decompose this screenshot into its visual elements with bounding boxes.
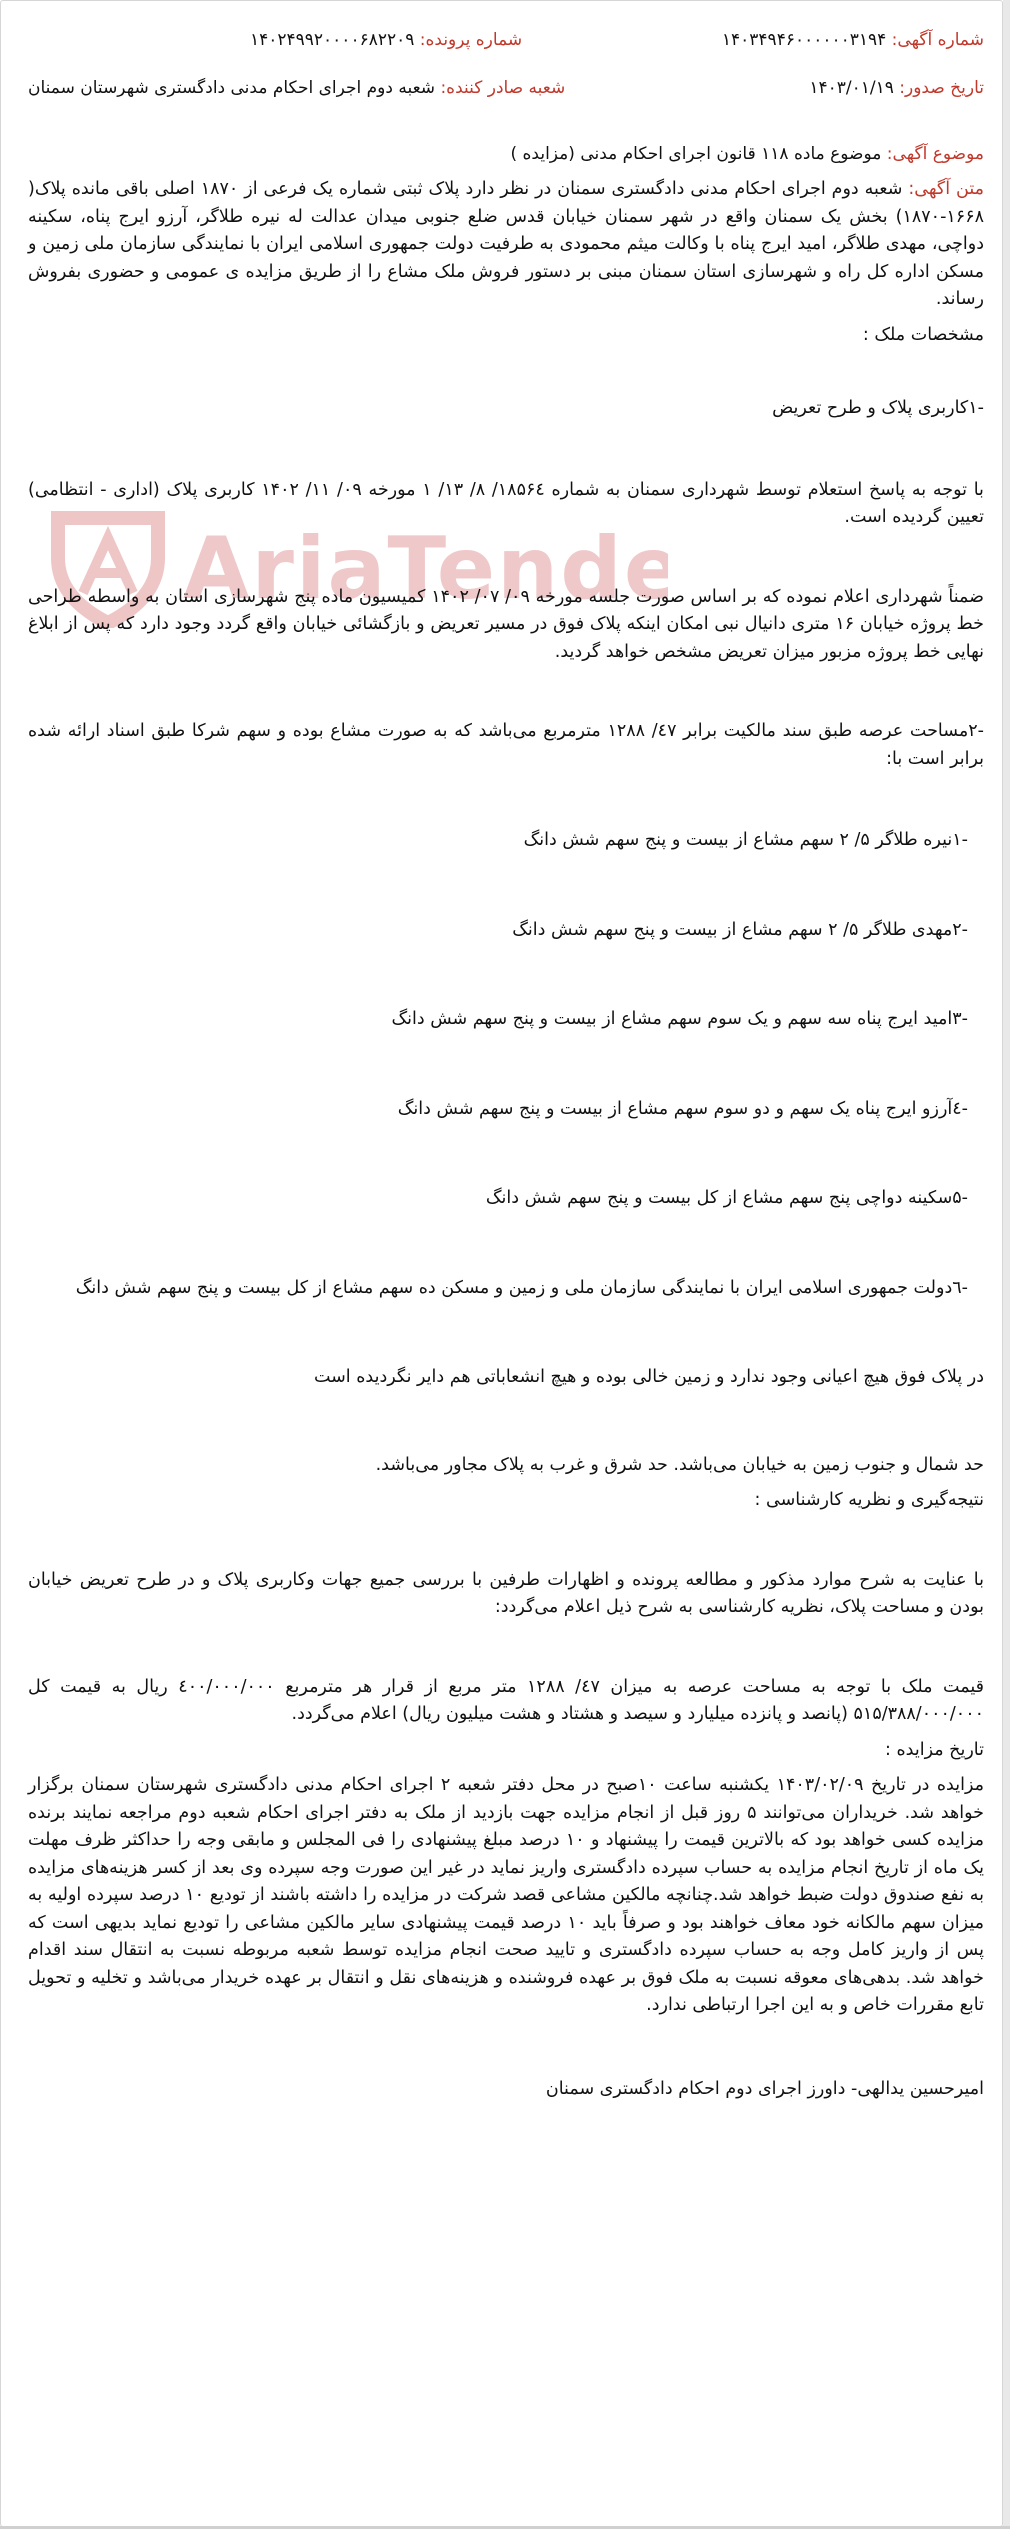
auction-paragraph: مزایده در تاریخ ۱۴۰۳/۰۲/۰۹ یکشنبه ساعت ۱۰صبح در محل دفتر شعبه ۲ اجرای احکام مدنی دادگستری شهرستان سمنان برگزار خواهد شد. خریداران می‌توانند ۵ روز قبل از انجام مزایده جهت بازدید از ملک به دفتر اجرای احکام شعبه دوم مراجعه نمایند برنده مزایده کسی خواهد بود که بالاترین قیمت را پیشنهاد و ۱۰ درصد مبلغ پیشنهادی را فی المجلس و مابقی وجه را حداکثر ظرف مهلت یک ماه از تاریخ انجام مزایده به حساب سپرده دادگستری واریز نماید در غیر این صورت وجه سپرده وی بعد از کسر هزینه‌های مزایده به نفع صندوق دولت ضبط خواهد شد.چنانچه مالکین مشاعی قصد شرکت در مزایده را داشته باشند از تودیع ۱۰ درصد سپرده اولیه به میزان سهم مالکانه خود معاف خواهند بود و صرفاً باید ۱۰ درصد قیمت پیشنهادی سایر مالکین مشاعی را تودیع نماید بدیهی است که پس از واریز کامل وجه به حساب سپرده دادگستری و تایید صحت انجام مزایده توسط شعبه مربوطه نسبت به انتقال سند اقدام خواهد شد. بدهی‌های معوقه نسبت به ملک فوق بر عهده فروشنده و هزینه‌های نقل و انتقال بر عهده خریدار می‌باشد و تخلیه و تحویل تابع مقررات خاص و به این اجرا ارتباطی ندارد. [28, 1775, 985, 2015]
issuer-label: شعبه صادر کننده: [440, 78, 566, 98]
issuer [28, 78, 565, 98]
share-item: -۳امید ایرج پناه سه سهم و یک سوم سهم مشاع از بیست و پنج سهم شش دانگ [391, 1009, 968, 1029]
issue-date-value: ۱۴۰۳/۰۱/۱۹ [809, 78, 894, 98]
issue-date [809, 78, 984, 98]
file-number [250, 30, 522, 50]
body-label: متن آگهی: [908, 179, 984, 199]
subject-label: موضوع آگهی: [886, 144, 984, 164]
ad-body-intro [28, 176, 984, 314]
share-item: -۲مهدی طلاگر ۵/ ۲ سهم مشاع از بیست و پنج سهم شش دانگ [512, 919, 968, 940]
intro-text: شعبه دوم اجرای احکام مدنی دادگستری سمنان در نظر دارد پلاک ثبتی شماره یک فرعی از ۱۸۷۰ اصلی باقی مانده پلاک( ۱۶۶۸-۱۸۷۰) بخش یک سمنان واقع در شهر سمنان خیابان قدس ضلع جنوبی میدان عدالت له نیره طلاگر، آرزو ایرج پناه، سکینه دواچی، مهدی طلاگر، امید ایرج پناه با وکالت میثم محمودی به طرفیت دولت جمهوری اسلامی ایران با نمایندگی سازمان ملی زمین و مسکن اداره کل راه و شهرسازی استان سمنان مبنی بر دستور فروش ملک مشاع را از طریق مزایده ی عمومی و حضوری بفروش رساند. [28, 179, 984, 309]
auction-heading: تاریخ مزایده : [885, 1739, 984, 1760]
ad-number [722, 30, 984, 50]
subject-row [28, 144, 984, 164]
boundaries-note: حد شمال و جنوب زمین به خیابان می‌باشد. حد شرق و غرب به پلاک مجاور می‌باشد. [375, 1454, 984, 1475]
ad-number-value: ۱۴۰۳۴۹۴۶۰۰۰۰۰۰۳۱۹۴ [721, 30, 887, 50]
file-number-label: شماره پرونده: [419, 30, 523, 50]
share-item: -۱نیره طلاگر ۵/ ۲ سهم مشاع از بیست و پنج سهم شش دانگ [523, 830, 968, 850]
no-building-note: در پلاک فوق هیچ اعیانی وجود ندارد و زمین خالی بوده و هیچ انشعاباتی هم دایر نگردیده است [313, 1367, 984, 1387]
signature: امیرحسین یدالهی- داورز اجرای دوم احکام دادگستری سمنان [545, 2078, 984, 2099]
ad-number-label: شماره آگهی: [891, 30, 984, 50]
svg-text:AriaTender.net: AriaTende [183, 519, 668, 619]
section-1-paragraph-1: با توجه به پاسخ استعلام توسط شهرداری سمنان به شماره ۱۸۵۶٤/ ۸/ ۱۳/ ۱ مورخه ۰۹/ ۱۱/ ۱۴۰۲ کاربری پلاک (اداری - انتظامی) تعیین گردیده است. [28, 479, 984, 527]
specs-heading: مشخصات ملک : [862, 324, 984, 345]
share-item: -٤آرزو ایرج پناه یک سهم و دو سوم سهم مشاع از بیست و پنج سهم شش دانگ [397, 1098, 968, 1119]
conclusion-paragraph: با عنایت به شرح موارد مذکور و مطالعه پرونده و اظهارات طرفین با بررسی جمیع جهات وکاربری پلاک و در طرح تعریض خیابان بودن و مساحت پلاک، نظریه کارشناسی به شرح ذیل اعلام می‌گردد: [28, 1569, 984, 1617]
section-2-paragraph: -۲مساحت عرصه طبق سند مالکیت برابر ٤۷/ ۱۲۸۸ مترمربع می‌باشد که به صورت مشاع بوده و سهم شرکا طبق اسناد ارائه شده برابر است با: [28, 721, 984, 769]
vertical-scrollbar[interactable] [1003, 0, 1010, 2529]
section-1-paragraph-2: ضمناً شهرداری اعلام نموده که بر اساس صورت جلسه مورخه ۰۹/ ۰۷/ ۱۴۰۲ کمیسیون ماده پنج شهرسازی استان به واسطه طراحی خط پروژه خیابان ۱۶ متری دانیال نبی امکان اینکه پلاک فوق در مسیر تعریض و بازگشائی خیابان واقع گردد وجود دارد که پس از ابلاغ نهایی خط پروژه مزبور میزان تعریض مشخص خواهد گردید. [28, 586, 985, 662]
header-row-2 [28, 68, 984, 108]
issuer-value: شعبه دوم اجرای احکام مدنی دادگستری شهرستان سمنان [28, 78, 436, 98]
subject-value: موضوع ماده ۱۱۸ قانون اجرای احکام مدنی (مزایده ) [510, 144, 882, 164]
share-item: -۵سکینه دواچی پنج سهم مشاع از کل بیست و پنج سهم شش دانگ [485, 1188, 968, 1208]
document-body [28, 20, 984, 2103]
conclusion-heading: نتیجه‌گیری و نظریه کارشناسی : [754, 1490, 984, 1510]
share-item: -٦دولت جمهوری اسلامی ایران با نمایندگی سازمان ملی و زمین و مسکن ده سهم مشاع از کل بیست و پنج سهم شش دانگ [75, 1277, 968, 1298]
file-number-value: ۱۴۰۲۴۹۹۲۰۰۰۰۶۸۲۲۰۹ [250, 30, 415, 50]
header-row-1 [28, 20, 984, 60]
price-paragraph: قیمت ملک با توجه به مساحت عرصه به میزان ٤۷/ ۱۲۸۸ متر مربع از قرار هر مترمربع ٤۰۰/۰۰۰/۰۰۰ ریال به قیمت کل ۵۱۵/۳۸۸/۰۰۰/۰۰۰ (پانصد و پانزده میلیارد و سیصد و هشتاد و هشت میلیون ریال) اعلام می‌گردد. [28, 1676, 984, 1724]
section-1-heading: -۱کاربری پلاک و طرح تعریض [772, 398, 984, 418]
issue-date-label: تاریخ صدور: [899, 78, 984, 98]
